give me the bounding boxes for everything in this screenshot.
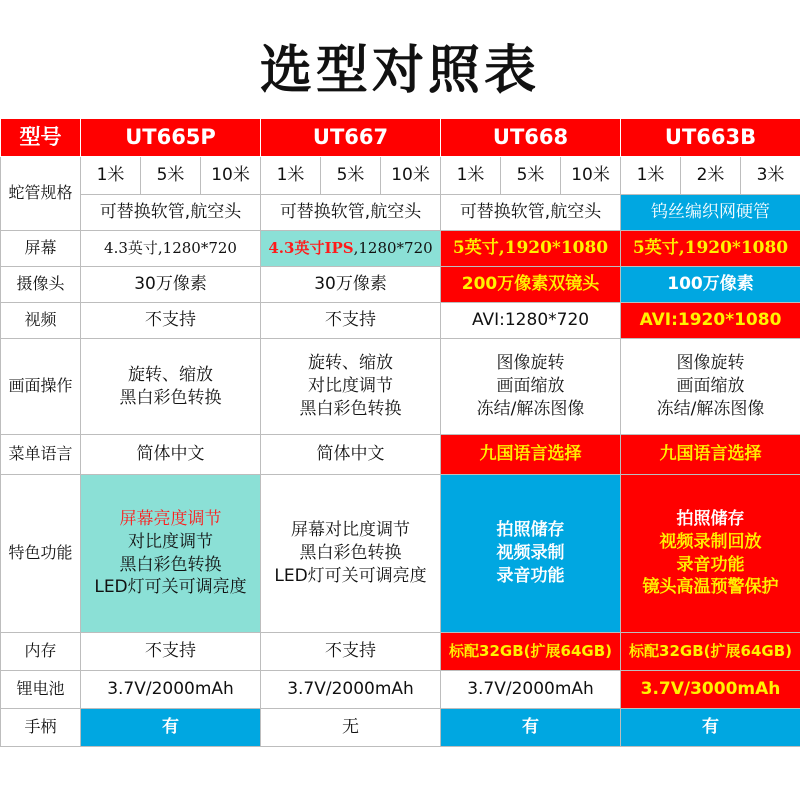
feature-line: 镜头高温预警保护 — [642, 577, 779, 598]
header-row — [1, 119, 800, 157]
ops-line: 黑白彩色转换 — [299, 398, 402, 419]
memory-value: 不支持 — [261, 633, 441, 671]
table-row — [1, 195, 800, 231]
feature-line: 视频录制回放 — [659, 531, 762, 552]
ops-line: 图像旋转 — [676, 353, 745, 374]
ops-line: 对比度调节 — [308, 376, 394, 397]
model-ut667: UT667 — [261, 119, 441, 157]
pipe-length: 3米 — [741, 157, 800, 195]
row-label-video: 视频 — [1, 303, 81, 339]
model-ut663b: UT663B — [621, 119, 800, 157]
battery-value: 3.7V/2000mAh — [81, 671, 261, 709]
lang-value: 简体中文 — [81, 435, 261, 475]
features-value — [621, 475, 800, 633]
pipe-length: 2米 — [681, 157, 741, 195]
pipe-length: 1米 — [81, 157, 141, 195]
table-row — [1, 475, 800, 633]
ops-value — [621, 339, 800, 435]
pipe-length: 10米 — [381, 157, 441, 195]
feature-line: 拍照储存 — [676, 508, 745, 529]
table-row — [1, 435, 800, 475]
screen-value: 4.3英寸,1280*720 — [81, 231, 261, 267]
row-label-pipe: 蛇管规格 — [1, 157, 81, 231]
pipe-type: 可替换软管,航空头 — [81, 195, 261, 231]
ops-value — [81, 339, 261, 435]
battery-value: 3.7V/3000mAh — [621, 671, 800, 709]
pipe-length: 10米 — [201, 157, 261, 195]
battery-value: 3.7V/2000mAh — [441, 671, 621, 709]
row-label-battery: 锂电池 — [1, 671, 81, 709]
row-label-screen: 屏幕 — [1, 231, 81, 267]
pipe-type: 可替换软管,航空头 — [261, 195, 441, 231]
memory-value: 标配32GB(扩展64GB) — [441, 633, 621, 671]
table-row — [1, 231, 800, 267]
table-row — [1, 709, 800, 747]
feature-line: 黑白彩色转换 — [119, 554, 222, 575]
handle-value: 无 — [261, 709, 441, 747]
lang-value: 九国语言选择 — [441, 435, 621, 475]
row-label-ops: 画面操作 — [1, 339, 81, 435]
features-value — [261, 475, 441, 633]
model-ut665p: UT665P — [81, 119, 261, 157]
ops-line: 黑白彩色转换 — [119, 387, 222, 408]
pipe-length: 10米 — [561, 157, 621, 195]
pipe-type: 钨丝编织网硬管 — [621, 195, 800, 231]
features-value — [81, 475, 261, 633]
camera-value: 30万像素 — [261, 267, 441, 303]
feature-line: 录音功能 — [496, 565, 565, 586]
ops-line: 画面缩放 — [676, 376, 745, 397]
lang-value: 简体中文 — [261, 435, 441, 475]
ops-line: 图像旋转 — [496, 353, 565, 374]
header-label: 型号 — [1, 119, 81, 157]
table-row — [1, 339, 800, 435]
table-row — [1, 633, 800, 671]
row-label-camera: 摄像头 — [1, 267, 81, 303]
camera-value: 100万像素 — [621, 267, 800, 303]
ops-line: 画面缩放 — [496, 376, 565, 397]
screen-value: 5英寸,1920*1080 — [621, 231, 800, 267]
table-row — [1, 671, 800, 709]
ops-value — [261, 339, 441, 435]
video-value: AVI:1280*720 — [441, 303, 621, 339]
memory-value: 不支持 — [81, 633, 261, 671]
ops-line: 冻结/解冻图像 — [656, 398, 765, 419]
pipe-type: 可替换软管,航空头 — [441, 195, 621, 231]
handle-value: 有 — [621, 709, 800, 747]
row-label-lang: 菜单语言 — [1, 435, 81, 475]
row-label-handle: 手柄 — [1, 709, 81, 747]
video-value: 不支持 — [81, 303, 261, 339]
feature-line: 录音功能 — [676, 554, 745, 575]
pipe-length: 1米 — [261, 157, 321, 195]
video-value: AVI:1920*1080 — [621, 303, 800, 339]
video-value: 不支持 — [261, 303, 441, 339]
ops-value — [441, 339, 621, 435]
handle-value: 有 — [441, 709, 621, 747]
screen-value — [261, 231, 441, 267]
feature-line: LED灯可关可调亮度 — [274, 565, 427, 586]
camera-value: 200万像素双镜头 — [441, 267, 621, 303]
row-label-memory: 内存 — [1, 633, 81, 671]
ips-highlight: 4.3英寸IPS — [268, 238, 354, 257]
model-ut668: UT668 — [441, 119, 621, 157]
table-row — [1, 157, 800, 195]
comparison-table — [0, 118, 800, 747]
screen-rest: ,1280*720 — [353, 238, 433, 257]
screen-value: 5英寸,1920*1080 — [441, 231, 621, 267]
feature-line: 屏幕亮度调节 — [119, 508, 222, 529]
battery-value: 3.7V/2000mAh — [261, 671, 441, 709]
ops-line: 旋转、缩放 — [308, 353, 394, 374]
feature-line: LED灯可关可调亮度 — [94, 577, 247, 598]
table-row — [1, 303, 800, 339]
feature-line: 屏幕对比度调节 — [291, 520, 411, 541]
pipe-length: 1米 — [621, 157, 681, 195]
page-title: 选型对照表 — [259, 41, 540, 101]
pipe-length: 5米 — [141, 157, 201, 195]
ops-line: 旋转、缩放 — [128, 364, 213, 385]
features-value — [441, 475, 621, 633]
feature-line: 拍照储存 — [496, 520, 565, 541]
lang-value: 九国语言选择 — [621, 435, 800, 475]
pipe-length: 1米 — [441, 157, 501, 195]
row-label-features: 特色功能 — [1, 475, 81, 633]
ops-line: 冻结/解冻图像 — [476, 398, 585, 419]
camera-value: 30万像素 — [81, 267, 261, 303]
feature-line: 视频录制 — [496, 543, 565, 564]
pipe-length: 5米 — [501, 157, 561, 195]
memory-value: 标配32GB(扩展64GB) — [621, 633, 800, 671]
feature-line: 对比度调节 — [128, 531, 213, 552]
feature-line: 黑白彩色转换 — [299, 543, 402, 564]
table-row — [1, 267, 800, 303]
handle-value: 有 — [81, 709, 261, 747]
pipe-length: 5米 — [321, 157, 381, 195]
